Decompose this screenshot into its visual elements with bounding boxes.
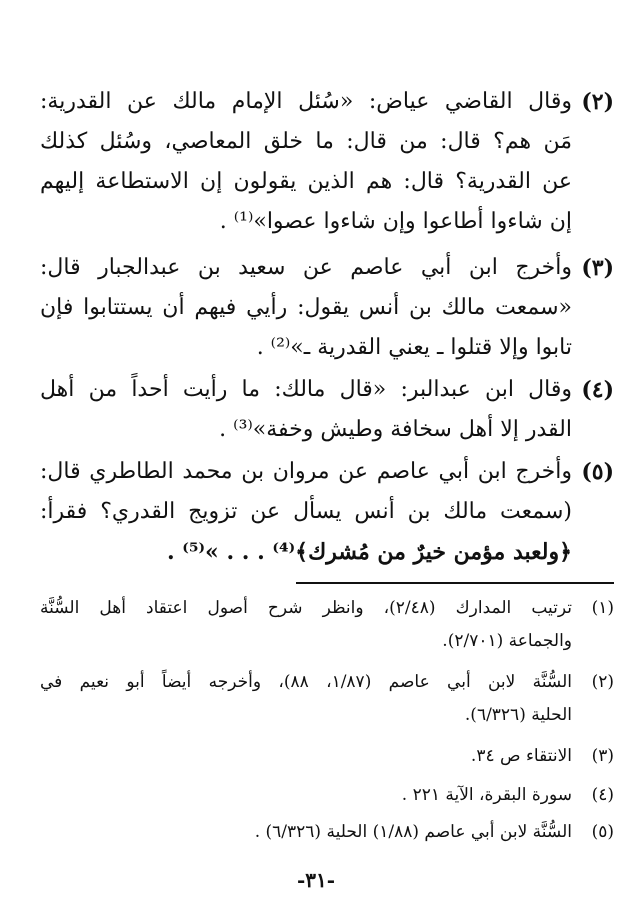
footnote-3 <box>40 740 614 773</box>
paragraph-number: (٣) <box>581 255 614 281</box>
text-line: وقال القاضي عياض: «سُئل الإمام مالك عن القدرية: <box>40 89 572 114</box>
paragraph-2 <box>40 82 614 242</box>
text-line: عن القدرية؟ قال: هم الذين يقولون إن الاستطاعة إليهم <box>40 169 572 194</box>
text-line: مَن هم؟ قال: من قال: ما خلق المعاصي، وسُئل كذلك <box>40 129 572 154</box>
text-line: وقال ابن عبدالبر: «قال مالك: ما رأيت أحداً من أهل <box>40 377 572 402</box>
paragraph-number: (٥) <box>581 459 614 485</box>
page-number: -٣١- <box>296 868 336 892</box>
paragraph-4 <box>40 370 614 450</box>
footnote-separator <box>296 582 614 584</box>
text-line: إن شاءوا أطاعوا وإن شاءوا عصوا»⁽¹⁾ . <box>219 209 572 234</box>
footnote-line: ترتيب المدارك (٢/٤٨)، وانظر شرح أصول اعتقاد أهل السُّنَّة <box>40 598 572 618</box>
text-line: (سمعت مالك بن أنس يسأل عن تزويج القدري؟ فقرأ: <box>40 499 572 524</box>
quran-verse-line: ﴿ولعبد مؤمن خيرٌ من مُشرك﴾⁽⁴⁾ . . . »⁽⁵⁾ . <box>166 539 572 565</box>
paragraph-5 <box>40 452 614 572</box>
text-line: القدر إلا أهل سخافة وطيش وخفة»⁽³⁾ . <box>219 417 572 442</box>
paragraph-number: (٢) <box>581 89 614 115</box>
footnote-line: الانتقاء ص ٣٤. <box>470 746 572 766</box>
footnote-number: (٢) <box>591 672 614 692</box>
footnote-4 <box>40 779 614 812</box>
footnote-number: (١) <box>591 598 614 618</box>
text-line: وأخرج ابن أبي عاصم عن سعيد بن عبدالجبار قال: <box>40 255 572 280</box>
footnote-1 <box>40 592 614 658</box>
text-line: تابوا وإلا قتلوا ـ يعني القدرية ـ»⁽²⁾ . <box>256 335 572 360</box>
paragraph-number: (٤) <box>581 377 614 403</box>
footnote-line: سورة البقرة، الآية ٢٢١ . <box>401 785 572 805</box>
text-line: «سمعت مالك بن أنس يقول: رأيي فيهم أن يستتابوا فإن <box>40 295 572 320</box>
footnote-line: والجماعة (٢/٧٠١). <box>442 631 572 651</box>
text-line: وأخرج ابن أبي عاصم عن مروان بن محمد الطاطري قال: <box>40 459 572 484</box>
paragraph-3 <box>40 248 614 368</box>
footnote-number: (٤) <box>591 785 614 805</box>
footnote-5 <box>40 816 614 849</box>
footnote-line: السُّنَّة لابن أبي عاصم (١/٨٧، ٨٨)، وأخرجه أيضاً أبو نعيم في <box>40 672 572 692</box>
footnote-number: (٣) <box>591 746 614 766</box>
footnote-number: (٥) <box>591 822 614 842</box>
footnote-line: الحلية (٦/٣٢٦). <box>464 705 572 725</box>
footnote-line: السُّنَّة لابن أبي عاصم (١/٨٨) الحلية (٦/٣٢٦) . <box>254 822 572 842</box>
footnote-2 <box>40 666 614 732</box>
